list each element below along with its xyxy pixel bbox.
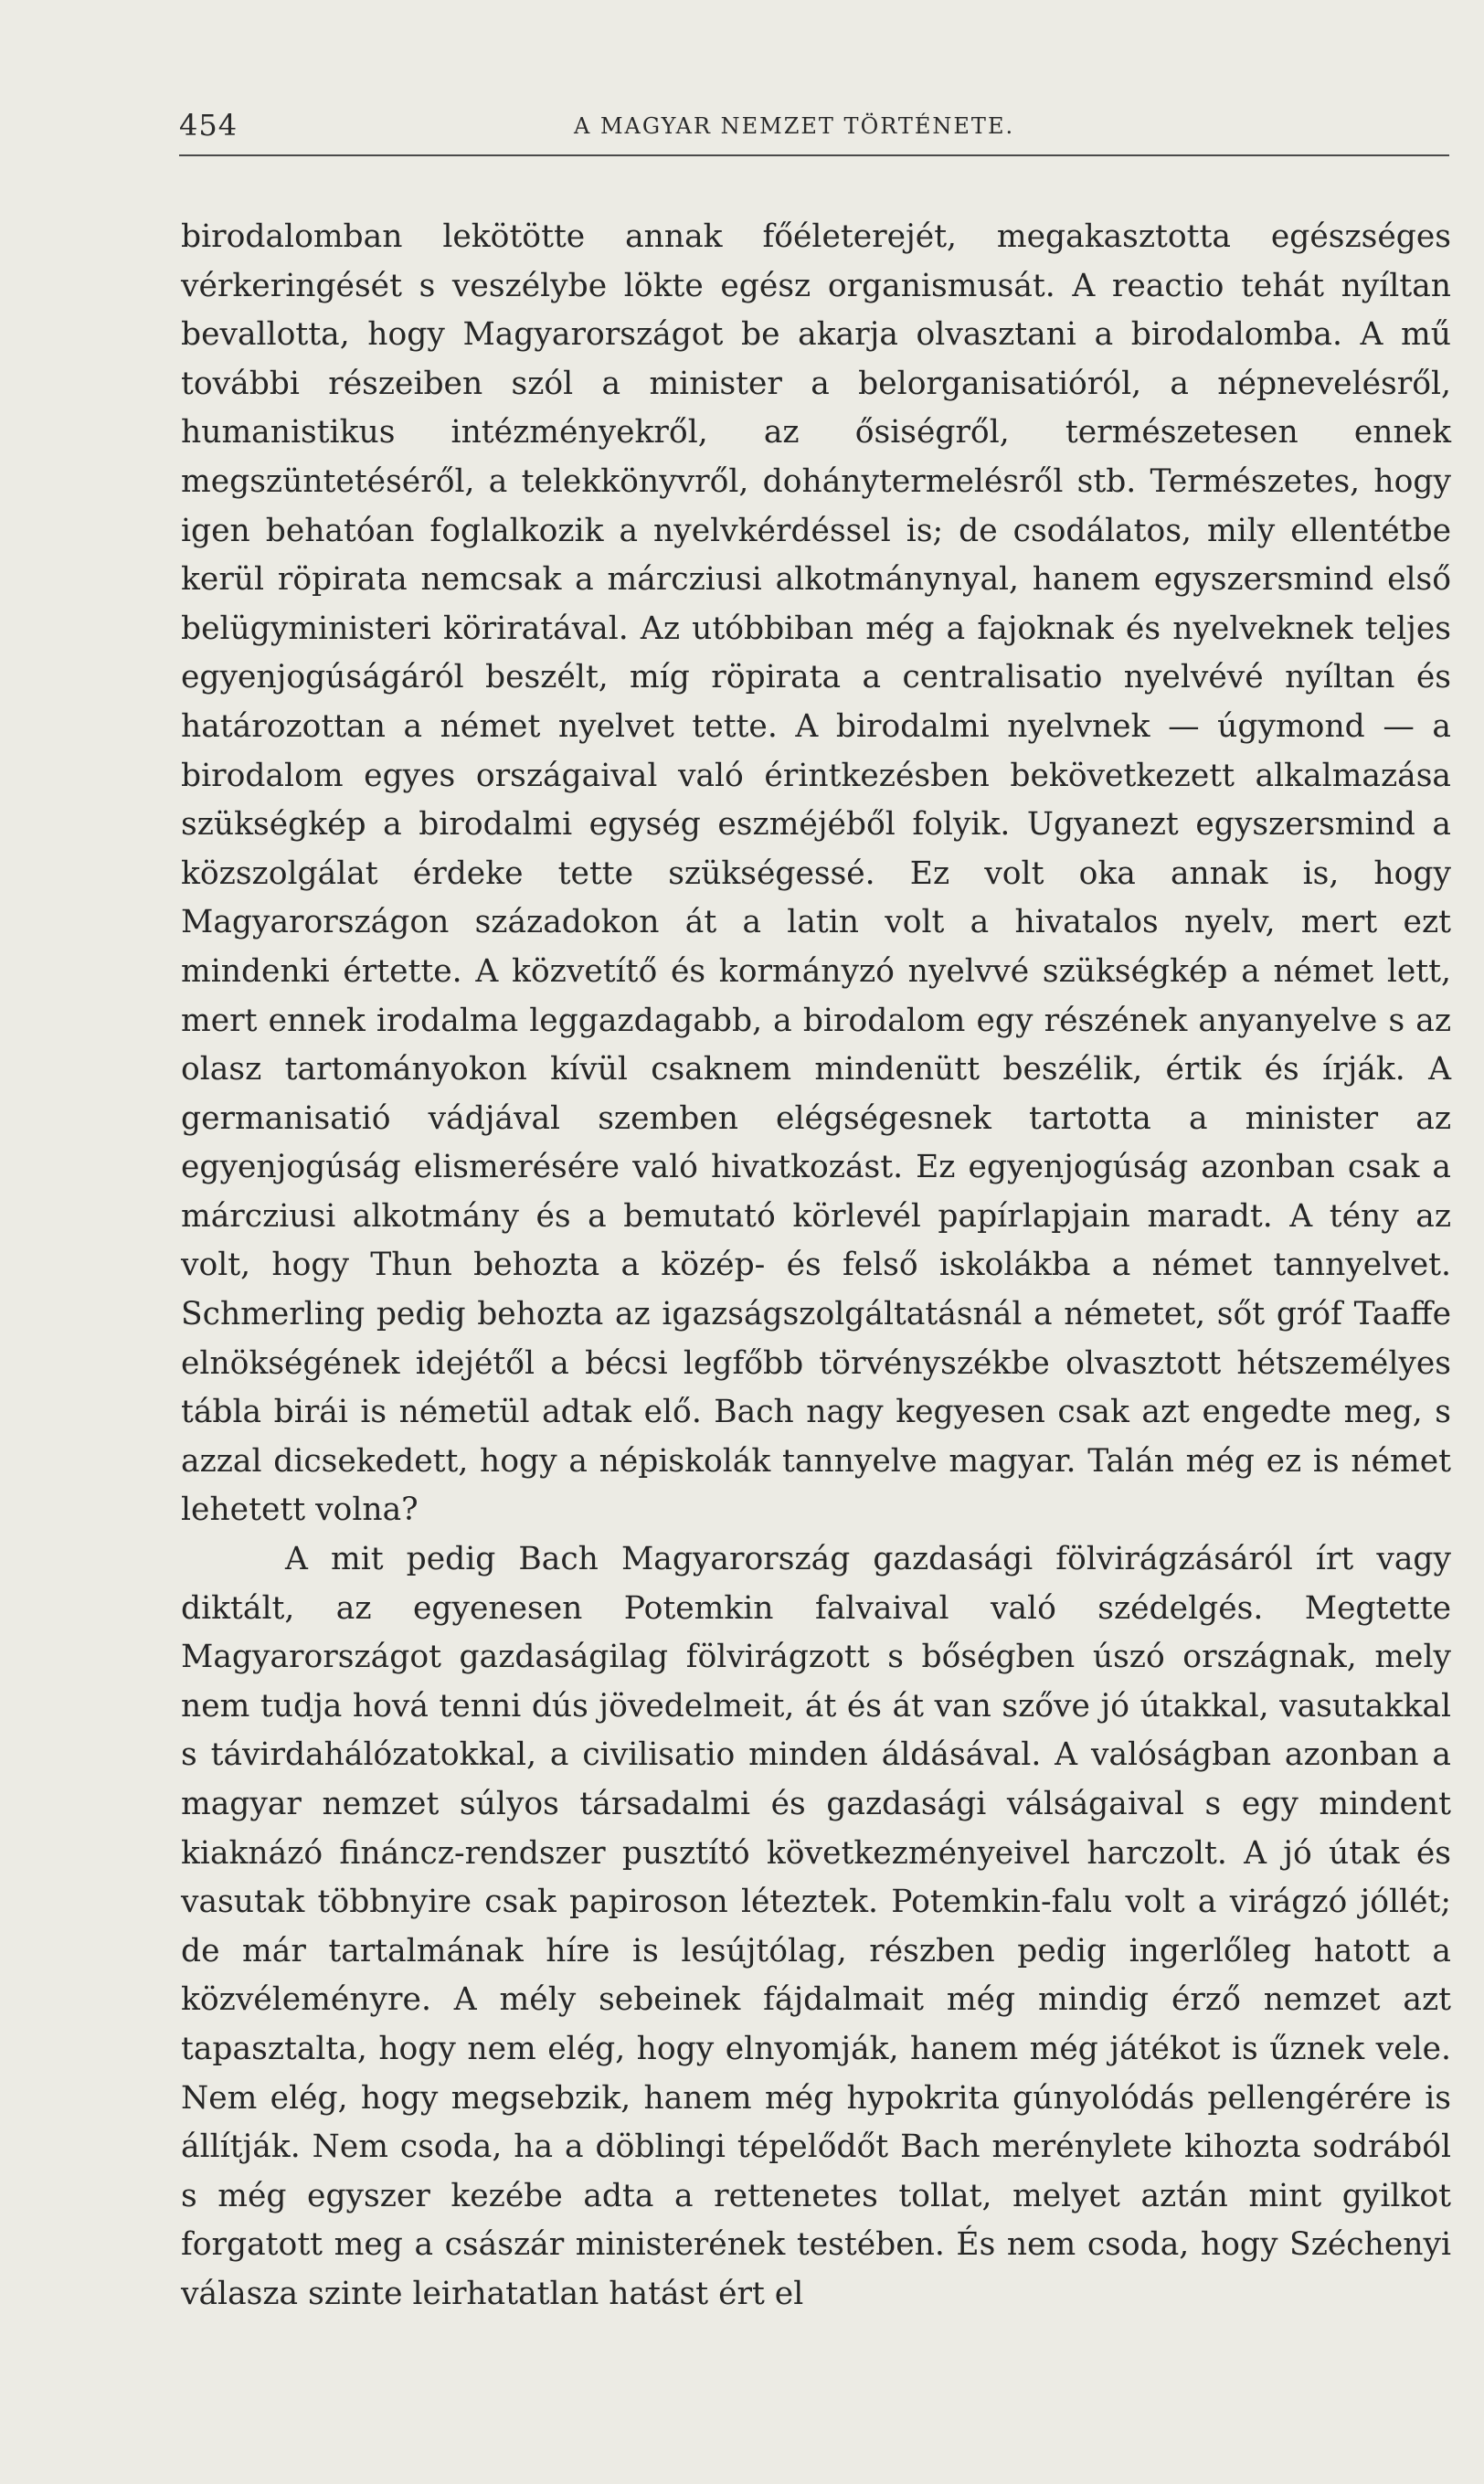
running-head	[179, 108, 1458, 155]
running-title: A MAGYAR NEMZET TÖRTÉNETE.	[574, 113, 1015, 139]
page-number: 454	[179, 108, 238, 143]
paragraph-2: A mit pedig Bach Magyarország gazdasági fölvirágzásáról írt vagy diktált, az egyenesen Potemkin falvaival való szédelgés. Megtette Magyarországot gazdaságilag fölvirágzott s bőségben úszó országnak, mely nem tudja hová tenni dús jövedelmeit, át és át van szőve jó útakkal, vasutakkal s távirdahálózatokkal, a civilisatio minden áldásával. A valóságban azonban a magyar nemzet súlyos társadalmi és gazdasági válságaival s egy mindent kiaknázó fináncz-rendszer pusztító következményeivel harczolt. A jó útak és vasutak többnyire csak papiroson léteztek. Potemkin-falu volt a virágzó jóllét; de már tartalmának híre is lesújtólag, részben pedig ingerlőleg hatott a közvéleményre. A mély sebeinek fájdalmait még mindig érző nemzet azt tapasztalta, hogy nem elég, hogy elnyomják, hanem még játékot is űznek vele. Nem elég, hogy megsebzik, hanem még hypokrita gúnyolódás pellengérére is állítják. Nem csoda, ha a döblingi tépelődőt Bach merénylete kihozta sodrából s még egyszer kezébe adta a rettenetes tollat, melyet aztán mint gyilkot forgatott meg a császár ministerének testében. És nem csoda, hogy Széchenyi válasza szinte leirhatatlan hatást ért el	[181, 1541, 1451, 2312]
header-rule	[179, 154, 1449, 156]
paragraph-1: birodalomban lekötötte annak főéleterejét, megakasztotta egészséges vérkeringését s veszélybe lökte egész organismusát. A reactio tehát nyíltan bevallotta, hogy Magyarországot be akarja olvasztani a birodalomba. A mű további részeiben szól a minister a belorganisatióról, a népnevelésről, humanistikus intézményekről, az ősiségről, természetesen ennek megszüntetéséről, a telekkönyvről, dohánytermelésről stb. Természetes, hogy igen behatóan foglalkozik a nyelvkérdéssel is; de csodálatos, mily ellentétbe kerül röpirata nemcsak a márcziusi alkotmánynyal, hanem egyszersmind első belügyministeri köriratával. Az utóbbiban még a fajoknak és nyelveknek teljes egyenjogúságáról beszélt, míg röpirata a centralisatio nyelvévé nyíltan és határozottan a német nyelvet tette. A birodalmi nyelvnek — úgymond — a birodalom egyes országaival való érintkezésben bekövetkezett alkalmazása szükségkép a birodalmi egység eszméjéből folyik. Ugyanezt egyszersmind a közszolgálat érdeke tette szükségessé. Ez volt oka annak is, hogy Magyarországon századokon át a latin volt a hivatalos nyelv, mert ezt mindenki értette. A közvetítő és kormányzó nyelvvé szükségkép a német lett, mert ennek irodalma leggazdagabb, a birodalom egy részének anyanyelve s az olasz tartományokon kívül csaknem mindenütt beszélik, értik és írják. A germanisatió vádjával szemben elégségesnek tartotta a minister az egyenjogúság elismerésére való hivatkozást. Ez egyenjogúság azonban csak a márcziusi alkotmány és a bemutató körlevél papírlapjain maradt. A tény az volt, hogy Thun behozta a közép- és felső iskolákba a német tannyelvet. Schmerling pedig behozta az igazságszolgáltatásnál a németet, sőt gróf Taaffe elnökségének idejétől a bécsi legfőbb törvényszékbe olvasztott hétszemélyes tábla birái is németül adtak elő. Bach nagy kegyesen csak azt engedte meg, s azzal dicsekedett, hogy a népiskolák tannyelve magyar. Talán még ez is német lehetett volna?	[181, 218, 1451, 1529]
body-text	[181, 213, 1451, 2319]
